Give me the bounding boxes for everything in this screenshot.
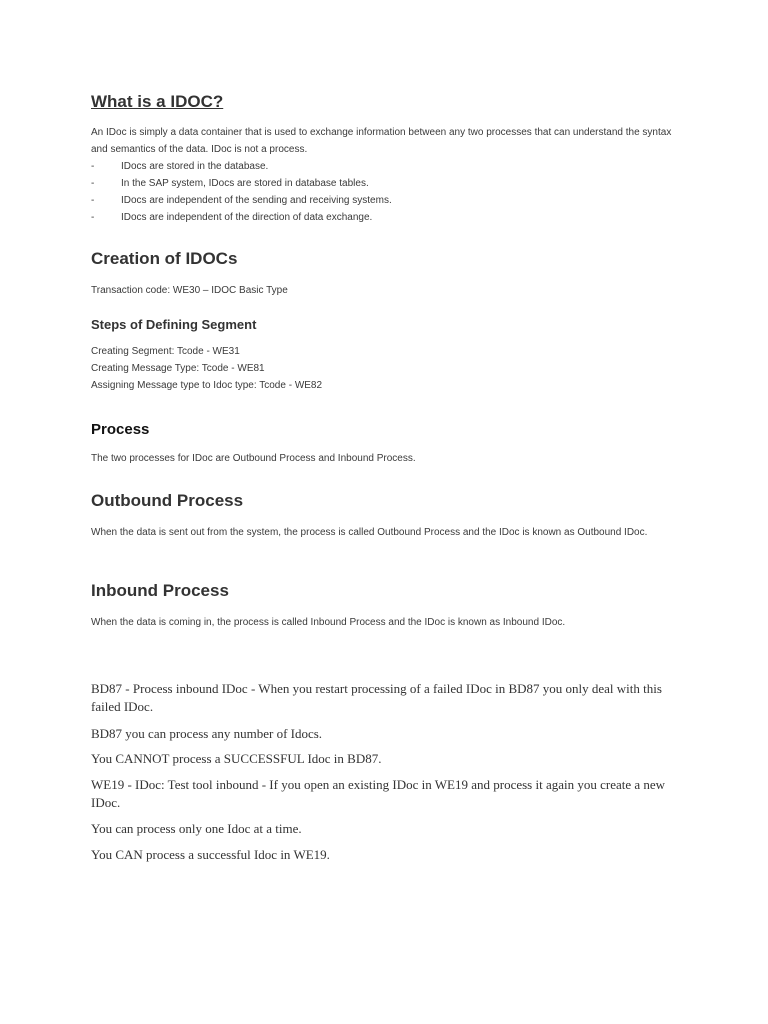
step-line-assign-message-type: Assigning Message type to Idoc type: Tcode - WE82 (91, 380, 323, 391)
note-bd87-cannot-successful: You CANNOT process a SUCCESSFUL Idoc in BD87. (91, 751, 382, 766)
inbound-process-text: When the data is coming in, the process is called Inbound Process and the IDoc is known as Inbound IDoc. (91, 617, 566, 628)
note-we19-test-tool: WE19 - IDoc: Test tool inbound - If you open an existing IDoc in WE19 and process it again you create a new IDoc. (91, 777, 666, 810)
list-item (91, 209, 392, 226)
bullet-text: IDocs are independent of the sending and receiving systems. (121, 195, 392, 206)
section-title-inbound-process: Inbound Process (91, 581, 229, 600)
list-item (91, 192, 392, 209)
bullet-marker: - (91, 178, 95, 189)
note-bd87-any-number: BD87 you can process any number of Idocs. (91, 726, 323, 741)
note-bd87-failed-idoc: BD87 - Process inbound IDoc - When you restart processing of a failed IDoc in BD87 you only deal with this failed IDoc. (91, 681, 662, 714)
bullet-text: In the SAP system, IDocs are stored in database tables. (121, 178, 369, 189)
bullet-marker: - (91, 161, 95, 172)
step-line-message-type: Creating Message Type: Tcode - WE81 (91, 363, 265, 374)
bullet-marker: - (91, 212, 95, 223)
step-line-segment: Creating Segment: Tcode - WE31 (91, 346, 240, 357)
section-title-process: Process (91, 421, 150, 438)
transaction-code-text: Transaction code: WE30 – IDOC Basic Type (91, 285, 288, 296)
section-title-what-is-idoc: What is a IDOC? (91, 92, 224, 111)
note-we19-can-successful: You CAN process a successful Idoc in WE19. (91, 847, 330, 862)
note-we19-one-at-a-time: You can process only one Idoc at a time. (91, 821, 302, 836)
section-title-steps-defining-segment: Steps of Defining Segment (91, 317, 257, 332)
idoc-bullet-list (91, 158, 392, 226)
process-text: The two processes for IDoc are Outbound Process and Inbound Process. (91, 453, 416, 464)
bullet-text: IDocs are stored in the database. (121, 161, 269, 172)
idoc-intro-paragraph: An IDoc is simply a data container that is used to exchange information between any two processes that can understand the syntax and semantics of the data. IDoc is not a process. (91, 127, 672, 155)
bullet-text: IDocs are independent of the direction of data exchange. (121, 212, 373, 223)
bullet-marker: - (91, 195, 95, 206)
list-item (91, 158, 392, 175)
list-item (91, 175, 392, 192)
outbound-process-text: When the data is sent out from the system, the process is called Outbound Process and the IDoc is known as Outbound IDoc. (91, 527, 648, 538)
section-title-outbound-process: Outbound Process (91, 491, 244, 510)
section-title-creation-of-idocs: Creation of IDOCs (91, 249, 238, 268)
